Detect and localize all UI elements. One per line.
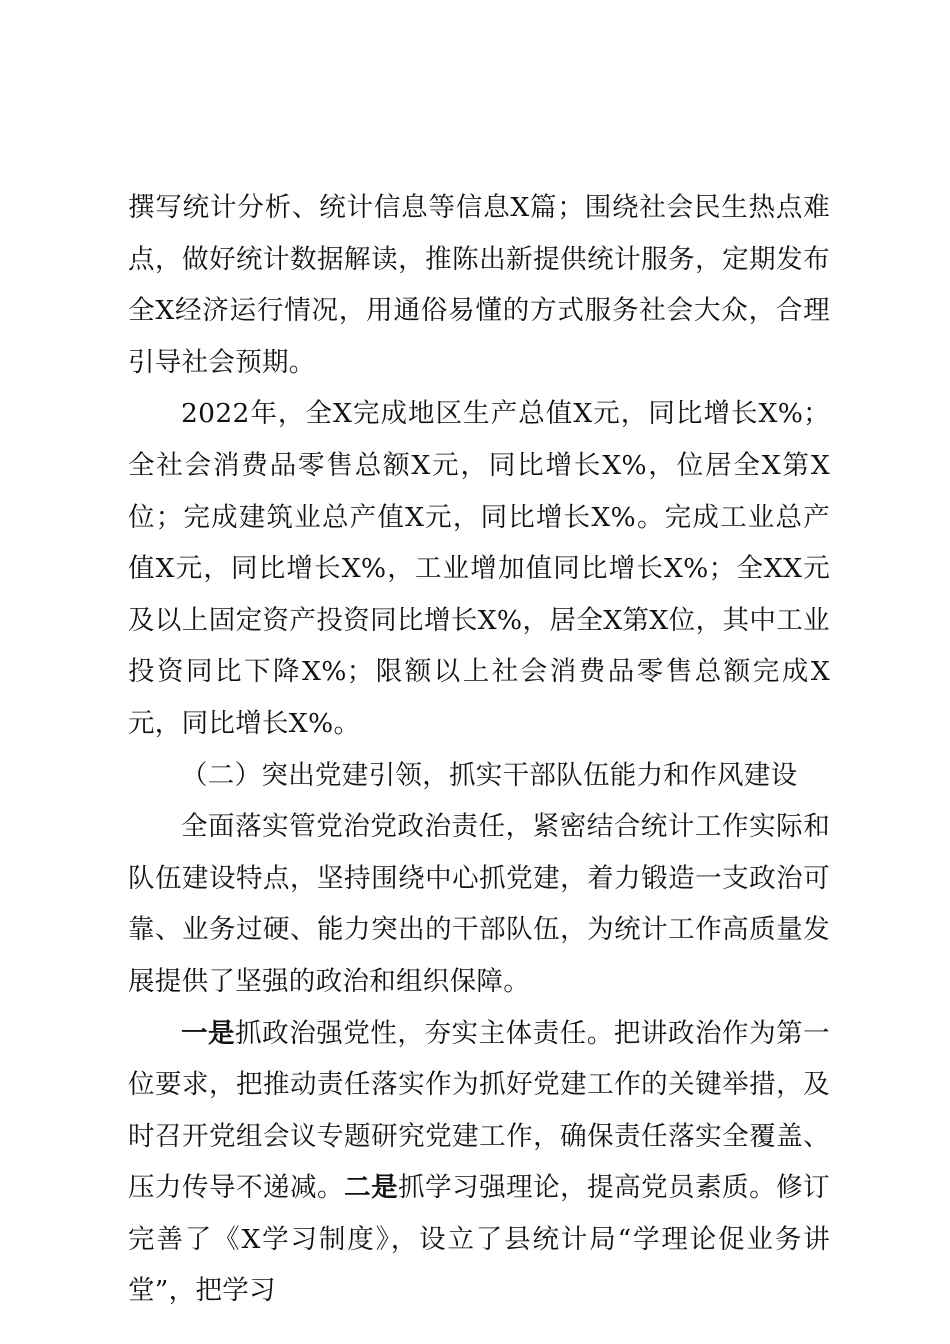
measure-first-text: 抓政治强党性，夯实主体责任。把讲政治作为第一位要求，把推动责任落实作为抓好党建工作的关键举措，及时召开党组会议专题研究党建工作，确保责任落实全覆盖、压力传导不递减。 <box>128 1017 830 1204</box>
section-heading-party-building: （二）突出党建引领，抓实干部队伍能力和作风建设 <box>181 759 798 791</box>
paragraph-party-responsibility: 全面落实管党治党政治责任，紧密结合统计工作实际和队伍建设特点，坚持围绕中心抓党建，着力锻造一支政治可靠、业务过硬、能力突出的干部队伍，为统计工作高质量发展提供了坚强的政治和组织保障。 <box>128 811 830 997</box>
paragraph-statistics-services: 撰写统计分析、统计信息等信息X篇；围绕社会民生热点难点，做好统计数据解读，推陈出新提供统计服务，定期发布全X经济运行情况，用通俗易懂的方式服务社会大众，合理引导社会预期。 <box>128 192 830 378</box>
paragraph-measures <box>128 1008 830 1318</box>
document-body <box>128 182 830 1317</box>
paragraph-2022-economic-data: 2022年，全X完成地区生产总值X元，同比增长X%；全社会消费品零售总额X元，同比增长X%，位居全X第X位；完成建筑业总产值X元，同比增长X%。完成工业总产值X元，同比增长X%，工业增加值同比增长X%；全XX元及以上固定资产投资同比增长X%，居全X第X位，其中工业投资同比下降X%；限额以上社会消费品零售总额完成X元，同比增长X%。 <box>128 398 830 739</box>
lead-second: 二是 <box>344 1172 399 1204</box>
measure-second-text: 抓学习强理论，提高党员素质。修订完善了《X学习制度》，设立了县统计局“学理论促业务讲堂”，把学习 <box>128 1172 830 1307</box>
lead-first: 一是 <box>181 1017 236 1049</box>
